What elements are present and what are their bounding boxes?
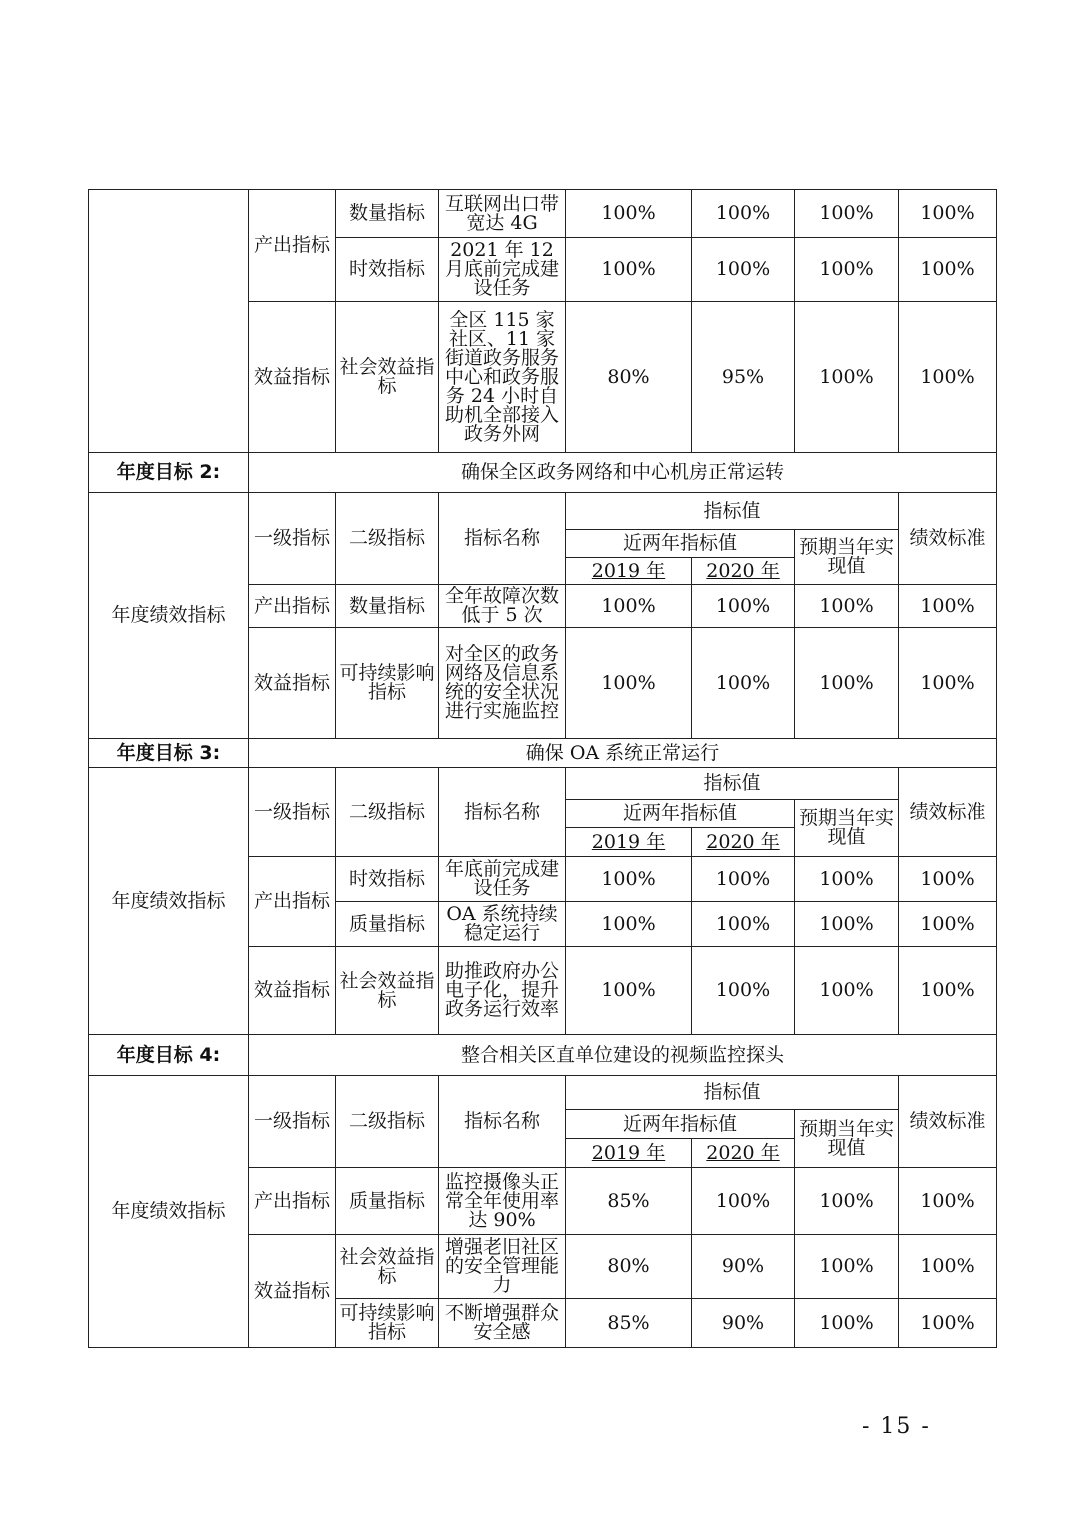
value-2019-cell: 80% bbox=[566, 1235, 692, 1299]
header-row bbox=[89, 493, 997, 530]
indicator-name-cell: 监控摄像头正常全年使用率达 90% bbox=[439, 1168, 566, 1235]
value-2019-cell: 100% bbox=[566, 947, 692, 1035]
goal-row bbox=[89, 453, 997, 493]
header-indicator-name: 指标名称 bbox=[439, 768, 566, 857]
header-level1: 一级指标 bbox=[249, 768, 336, 857]
level1-cell: 效益指标 bbox=[249, 628, 336, 739]
level2-cell: 数量指标 bbox=[336, 585, 439, 628]
header-year-2019: 2019 年 bbox=[566, 1139, 692, 1168]
level2-cell: 社会效益指标 bbox=[336, 947, 439, 1035]
goal-row bbox=[89, 1035, 997, 1076]
header-recent-two-years: 近两年指标值 bbox=[566, 800, 795, 828]
header-level2: 二级指标 bbox=[336, 768, 439, 857]
indicator-name-cell: 增强老旧社区的安全管理能力 bbox=[439, 1235, 566, 1299]
value-2019-cell: 100% bbox=[566, 857, 692, 902]
table-row bbox=[89, 190, 997, 238]
header-year-2019: 2019 年 bbox=[566, 558, 692, 585]
header-indicator-name: 指标名称 bbox=[439, 1076, 566, 1168]
performance-table bbox=[88, 189, 997, 1348]
header-level2: 二级指标 bbox=[336, 493, 439, 585]
standard-value-cell: 100% bbox=[899, 1299, 997, 1348]
value-2019-cell: 100% bbox=[566, 190, 692, 238]
value-2020-cell: 100% bbox=[692, 947, 795, 1035]
value-2019-cell: 100% bbox=[566, 238, 692, 302]
level2-cell: 质量指标 bbox=[336, 1168, 439, 1235]
standard-value-cell: 100% bbox=[899, 238, 997, 302]
value-2019-cell: 100% bbox=[566, 585, 692, 628]
standard-value-cell: 100% bbox=[899, 585, 997, 628]
level1-cell: 效益指标 bbox=[249, 1235, 336, 1348]
expected-value-cell: 100% bbox=[795, 628, 899, 739]
value-2020-cell: 95% bbox=[692, 302, 795, 453]
goal-text: 整合相关区直单位建设的视频监控探头 bbox=[249, 1035, 997, 1076]
header-level2: 二级指标 bbox=[336, 1076, 439, 1168]
value-2020-cell: 100% bbox=[692, 628, 795, 739]
value-2020-cell: 100% bbox=[692, 585, 795, 628]
level2-cell: 可持续影响指标 bbox=[336, 628, 439, 739]
standard-value-cell: 100% bbox=[899, 857, 997, 902]
header-year-2019: 2019 年 bbox=[566, 828, 692, 857]
level2-cell: 质量指标 bbox=[336, 902, 439, 947]
header-expected: 预期当年实现值 bbox=[795, 800, 899, 857]
header-row bbox=[89, 768, 997, 800]
expected-value-cell: 100% bbox=[795, 1168, 899, 1235]
level2-cell: 时效指标 bbox=[336, 238, 439, 302]
level2-cell: 可持续影响指标 bbox=[336, 1299, 439, 1348]
value-2020-cell: 100% bbox=[692, 857, 795, 902]
section-label-cell bbox=[89, 190, 249, 453]
level1-cell: 效益指标 bbox=[249, 302, 336, 453]
goal-label: 年度目标 2: bbox=[89, 453, 249, 493]
value-2019-cell: 80% bbox=[566, 302, 692, 453]
expected-value-cell: 100% bbox=[795, 1299, 899, 1348]
value-2020-cell: 100% bbox=[692, 902, 795, 947]
level2-cell: 时效指标 bbox=[336, 857, 439, 902]
value-2020-cell: 90% bbox=[692, 1299, 795, 1348]
level2-cell: 数量指标 bbox=[336, 190, 439, 238]
value-2020-cell: 90% bbox=[692, 1235, 795, 1299]
value-2019-cell: 100% bbox=[566, 628, 692, 739]
goal-text: 确保全区政务网络和中心机房正常运转 bbox=[249, 453, 997, 493]
value-2020-cell: 100% bbox=[692, 190, 795, 238]
header-recent-two-years: 近两年指标值 bbox=[566, 1110, 795, 1139]
expected-value-cell: 100% bbox=[795, 238, 899, 302]
goal-label: 年度目标 4: bbox=[89, 1035, 249, 1076]
indicator-name-cell: 2021 年 12 月底前完成建设任务 bbox=[439, 238, 566, 302]
expected-value-cell: 100% bbox=[795, 585, 899, 628]
indicator-name-cell: 年底前完成建设任务 bbox=[439, 857, 566, 902]
expected-value-cell: 100% bbox=[795, 1235, 899, 1299]
value-2019-cell: 85% bbox=[566, 1168, 692, 1235]
header-expected: 预期当年实现值 bbox=[795, 530, 899, 585]
expected-value-cell: 100% bbox=[795, 947, 899, 1035]
expected-value-cell: 100% bbox=[795, 190, 899, 238]
level1-cell: 产出指标 bbox=[249, 190, 336, 302]
indicator-name-cell: 对全区的政务网络及信息系统的安全状况进行实施监控 bbox=[439, 628, 566, 739]
expected-value-cell: 100% bbox=[795, 857, 899, 902]
value-2020-cell: 100% bbox=[692, 1168, 795, 1235]
indicator-name-cell: 全年故障次数低于 5 次 bbox=[439, 585, 566, 628]
expected-value-cell: 100% bbox=[795, 902, 899, 947]
header-year-2020: 2020 年 bbox=[692, 558, 795, 585]
indicator-name-cell: 全区 115 家社区、11 家街道政务服务中心和政务服务 24 小时自助机全部接入政务外网 bbox=[439, 302, 566, 453]
standard-value-cell: 100% bbox=[899, 628, 997, 739]
section-label: 年度绩效指标 bbox=[89, 1076, 249, 1348]
section-label: 年度绩效指标 bbox=[89, 493, 249, 739]
level2-cell: 社会效益指标 bbox=[336, 1235, 439, 1299]
level1-cell: 产出指标 bbox=[249, 585, 336, 628]
value-2019-cell: 85% bbox=[566, 1299, 692, 1348]
indicator-name-cell: 不断增强群众安全感 bbox=[439, 1299, 566, 1348]
header-standard: 绩效标准 bbox=[899, 493, 997, 585]
page-number: - 15 - bbox=[862, 1414, 931, 1439]
goal-text: 确保 OA 系统正常运行 bbox=[249, 739, 997, 768]
header-level1: 一级指标 bbox=[249, 1076, 336, 1168]
header-standard: 绩效标准 bbox=[899, 1076, 997, 1168]
section-label: 年度绩效指标 bbox=[89, 768, 249, 1035]
standard-value-cell: 100% bbox=[899, 1235, 997, 1299]
indicator-name-cell: OA 系统持续稳定运行 bbox=[439, 902, 566, 947]
header-recent-two-years: 近两年指标值 bbox=[566, 530, 795, 558]
header-standard: 绩效标准 bbox=[899, 768, 997, 857]
level1-cell: 产出指标 bbox=[249, 1168, 336, 1235]
header-indicator-value: 指标值 bbox=[566, 1076, 899, 1110]
header-row bbox=[89, 1076, 997, 1110]
standard-value-cell: 100% bbox=[899, 947, 997, 1035]
level2-cell: 社会效益指标 bbox=[336, 302, 439, 453]
level1-cell: 效益指标 bbox=[249, 947, 336, 1035]
header-level1: 一级指标 bbox=[249, 493, 336, 585]
header-year-2020: 2020 年 bbox=[692, 1139, 795, 1168]
level1-cell: 产出指标 bbox=[249, 857, 336, 947]
header-indicator-name: 指标名称 bbox=[439, 493, 566, 585]
value-2020-cell: 100% bbox=[692, 238, 795, 302]
standard-value-cell: 100% bbox=[899, 302, 997, 453]
header-year-2020: 2020 年 bbox=[692, 828, 795, 857]
indicator-name-cell: 助推政府办公电子化，提升政务运行效率 bbox=[439, 947, 566, 1035]
standard-value-cell: 100% bbox=[899, 190, 997, 238]
header-indicator-value: 指标值 bbox=[566, 768, 899, 800]
standard-value-cell: 100% bbox=[899, 902, 997, 947]
goal-label: 年度目标 3: bbox=[89, 739, 249, 768]
header-indicator-value: 指标值 bbox=[566, 493, 899, 530]
header-expected: 预期当年实现值 bbox=[795, 1110, 899, 1168]
goal-row bbox=[89, 739, 997, 768]
value-2019-cell: 100% bbox=[566, 902, 692, 947]
expected-value-cell: 100% bbox=[795, 302, 899, 453]
standard-value-cell: 100% bbox=[899, 1168, 997, 1235]
indicator-name-cell: 互联网出口带宽达 4G bbox=[439, 190, 566, 238]
